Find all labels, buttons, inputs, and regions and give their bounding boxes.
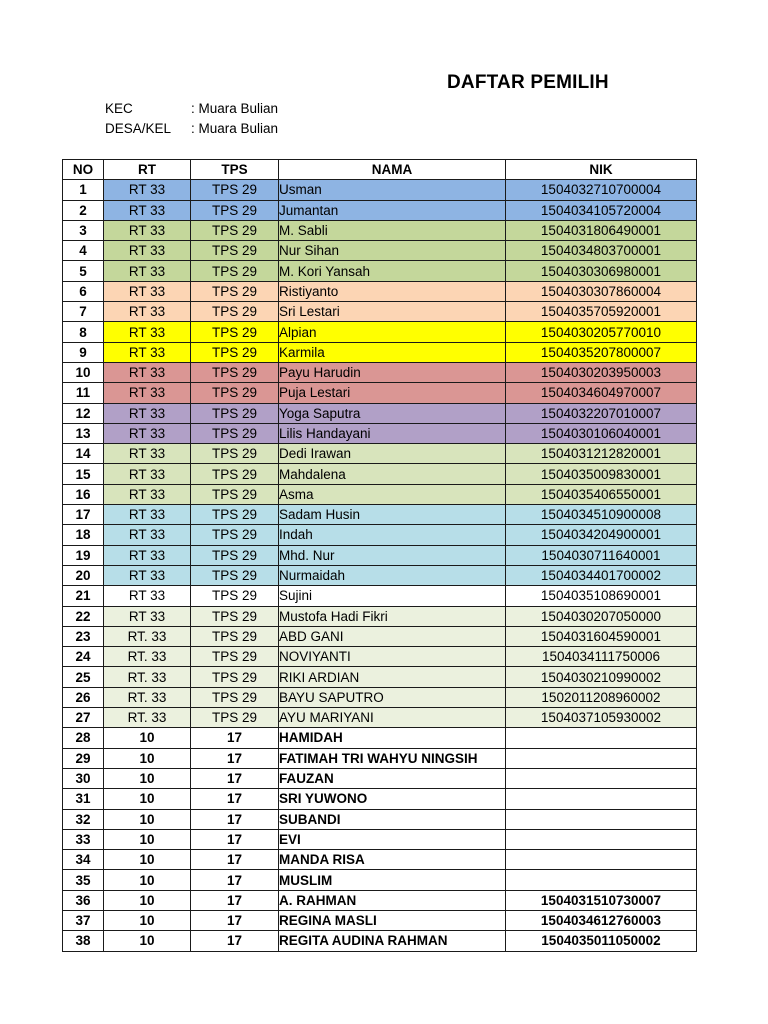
cell-tps: TPS 29 — [191, 423, 279, 443]
cell-nama: Sujini — [279, 586, 506, 606]
cell-nik: 1504034105720004 — [506, 200, 697, 220]
cell-no: 12 — [63, 403, 104, 423]
table-row — [63, 403, 697, 423]
cell-nama: Jumantan — [279, 200, 506, 220]
cell-tps: TPS 29 — [191, 362, 279, 382]
meta-desa-label: DESA/KEL — [105, 121, 172, 136]
cell-no: 17 — [63, 505, 104, 525]
cell-rt: 10 — [104, 870, 191, 890]
cell-tps: 17 — [191, 931, 279, 951]
cell-nama: SRI YUWONO — [279, 789, 506, 809]
cell-rt: RT 33 — [104, 220, 191, 240]
meta-desa — [105, 121, 278, 136]
cell-tps: TPS 29 — [191, 220, 279, 240]
table-row — [63, 342, 697, 362]
cell-rt: RT 33 — [104, 545, 191, 565]
cell-nik: 1504034604970007 — [506, 383, 697, 403]
cell-no: 35 — [63, 870, 104, 890]
cell-no: 22 — [63, 606, 104, 626]
cell-nama: RIKI ARDIAN — [279, 667, 506, 687]
cell-nik — [506, 728, 697, 748]
table-row — [63, 322, 697, 342]
cell-nik: 1504030203950003 — [506, 362, 697, 382]
cell-nama: Karmila — [279, 342, 506, 362]
cell-nama: Asma — [279, 484, 506, 504]
cell-nama: M. Kori Yansah — [279, 261, 506, 281]
cell-nik: 1502011208960002 — [506, 687, 697, 707]
table-row — [63, 241, 697, 261]
cell-no: 20 — [63, 565, 104, 585]
cell-tps: TPS 29 — [191, 545, 279, 565]
cell-tps: 17 — [191, 809, 279, 829]
cell-nama: NOVIYANTI — [279, 647, 506, 667]
cell-nama: Ristiyanto — [279, 281, 506, 301]
page-title: DAFTAR PEMILIH — [447, 72, 609, 93]
cell-nik — [506, 789, 697, 809]
table-row — [63, 748, 697, 768]
cell-nik: 1504035207800007 — [506, 342, 697, 362]
cell-no: 37 — [63, 910, 104, 930]
cell-nik: 1504030307860004 — [506, 281, 697, 301]
table-row — [63, 505, 697, 525]
cell-rt: 10 — [104, 809, 191, 829]
cell-nama: AYU MARIYANI — [279, 708, 506, 728]
cell-rt: RT 33 — [104, 525, 191, 545]
cell-nama: MUSLIM — [279, 870, 506, 890]
cell-rt: RT 33 — [104, 241, 191, 261]
cell-tps: 17 — [191, 850, 279, 870]
cell-nama: SUBANDI — [279, 809, 506, 829]
cell-nik — [506, 748, 697, 768]
cell-rt: RT 33 — [104, 505, 191, 525]
cell-no: 7 — [63, 302, 104, 322]
cell-nik: 1504030207050000 — [506, 606, 697, 626]
cell-tps: TPS 29 — [191, 484, 279, 504]
cell-nama: FAUZAN — [279, 768, 506, 788]
cell-rt: RT. 33 — [104, 687, 191, 707]
cell-rt: RT 33 — [104, 342, 191, 362]
table-row — [63, 870, 697, 890]
cell-nik: 1504031604590001 — [506, 626, 697, 646]
table-row — [63, 667, 697, 687]
table-row — [63, 586, 697, 606]
table-row — [63, 910, 697, 930]
cell-nik: 1504037105930002 — [506, 708, 697, 728]
cell-tps: TPS 29 — [191, 647, 279, 667]
cell-no: 25 — [63, 667, 104, 687]
cell-no: 10 — [63, 362, 104, 382]
cell-nik: 1504035011050002 — [506, 931, 697, 951]
cell-no: 15 — [63, 464, 104, 484]
cell-rt: RT 33 — [104, 403, 191, 423]
cell-nama: FATIMAH TRI WAHYU NINGSIH — [279, 748, 506, 768]
cell-no: 16 — [63, 484, 104, 504]
cell-rt: 10 — [104, 931, 191, 951]
cell-rt: 10 — [104, 910, 191, 930]
cell-nama: REGINA MASLI — [279, 910, 506, 930]
table-row — [63, 200, 697, 220]
cell-nik: 1504030306980001 — [506, 261, 697, 281]
cell-nama: Yoga Saputra — [279, 403, 506, 423]
table-row — [63, 789, 697, 809]
cell-rt: RT 33 — [104, 261, 191, 281]
cell-nama: Mustofa Hadi Fikri — [279, 606, 506, 626]
cell-no: 34 — [63, 850, 104, 870]
cell-tps: TPS 29 — [191, 525, 279, 545]
cell-nama: Mhd. Nur — [279, 545, 506, 565]
cell-rt: RT. 33 — [104, 667, 191, 687]
cell-nama: M. Sabli — [279, 220, 506, 240]
cell-no: 38 — [63, 931, 104, 951]
cell-rt: RT 33 — [104, 444, 191, 464]
cell-rt: RT 33 — [104, 484, 191, 504]
cell-no: 29 — [63, 748, 104, 768]
cell-nama: Sadam Husin — [279, 505, 506, 525]
cell-nama: EVI — [279, 829, 506, 849]
cell-tps: 17 — [191, 829, 279, 849]
cell-tps: TPS 29 — [191, 626, 279, 646]
cell-no: 6 — [63, 281, 104, 301]
table-row — [63, 647, 697, 667]
table-row — [63, 809, 697, 829]
cell-rt: RT 33 — [104, 383, 191, 403]
table-row — [63, 545, 697, 565]
cell-tps: TPS 29 — [191, 464, 279, 484]
cell-nama: REGITA AUDINA RAHMAN — [279, 931, 506, 951]
cell-nik: 1504035705920001 — [506, 302, 697, 322]
cell-nik: 1504034612760003 — [506, 910, 697, 930]
meta-kec-label: KEC — [105, 101, 133, 116]
header-tps: TPS — [191, 160, 279, 180]
table-row — [63, 606, 697, 626]
cell-tps: TPS 29 — [191, 200, 279, 220]
cell-tps: TPS 29 — [191, 281, 279, 301]
cell-no: 4 — [63, 241, 104, 261]
table-row — [63, 768, 697, 788]
cell-no: 36 — [63, 890, 104, 910]
cell-rt: 10 — [104, 748, 191, 768]
table-row — [63, 281, 697, 301]
cell-no: 23 — [63, 626, 104, 646]
cell-nik: 1504034401700002 — [506, 565, 697, 585]
cell-tps: 17 — [191, 890, 279, 910]
cell-rt: 10 — [104, 728, 191, 748]
cell-nama: Payu Harudin — [279, 362, 506, 382]
cell-tps: TPS 29 — [191, 687, 279, 707]
cell-tps: TPS 29 — [191, 322, 279, 342]
table-header-row — [63, 160, 697, 180]
cell-nama: Nur Sihan — [279, 241, 506, 261]
cell-nik: 1504030106040001 — [506, 423, 697, 443]
cell-nik: 1504030711640001 — [506, 545, 697, 565]
cell-rt: RT 33 — [104, 362, 191, 382]
cell-rt: 10 — [104, 829, 191, 849]
header-nik: NIK — [506, 160, 697, 180]
cell-nama: Alpian — [279, 322, 506, 342]
table-row — [63, 444, 697, 464]
table-row — [63, 829, 697, 849]
cell-rt: 10 — [104, 850, 191, 870]
table-row — [63, 728, 697, 748]
cell-nama: A. RAHMAN — [279, 890, 506, 910]
cell-nama: Sri Lestari — [279, 302, 506, 322]
cell-tps: TPS 29 — [191, 708, 279, 728]
table-row — [63, 383, 697, 403]
cell-tps: TPS 29 — [191, 403, 279, 423]
meta-kec-value: : Muara Bulian — [191, 101, 279, 116]
cell-nama: MANDA RISA — [279, 850, 506, 870]
table-row — [63, 931, 697, 951]
table-row — [63, 565, 697, 585]
cell-tps: 17 — [191, 910, 279, 930]
cell-nik — [506, 870, 697, 890]
cell-rt: RT 33 — [104, 281, 191, 301]
header-rt: RT — [104, 160, 191, 180]
cell-nama: Indah — [279, 525, 506, 545]
cell-nik: 1504035108690001 — [506, 586, 697, 606]
cell-no: 8 — [63, 322, 104, 342]
cell-nama: Usman — [279, 180, 506, 200]
cell-nik: 1504032207010007 — [506, 403, 697, 423]
cell-nik: 1504034803700001 — [506, 241, 697, 261]
cell-nik — [506, 809, 697, 829]
cell-tps: 17 — [191, 789, 279, 809]
cell-tps: TPS 29 — [191, 342, 279, 362]
cell-nik: 1504034111750006 — [506, 647, 697, 667]
cell-rt: RT 33 — [104, 180, 191, 200]
cell-nik — [506, 850, 697, 870]
cell-no: 33 — [63, 829, 104, 849]
cell-tps: TPS 29 — [191, 667, 279, 687]
cell-rt: RT. 33 — [104, 626, 191, 646]
table-row — [63, 708, 697, 728]
cell-rt: RT 33 — [104, 565, 191, 585]
cell-no: 9 — [63, 342, 104, 362]
table-row — [63, 180, 697, 200]
cell-no: 11 — [63, 383, 104, 403]
cell-nik — [506, 829, 697, 849]
cell-no: 19 — [63, 545, 104, 565]
cell-nama: BAYU SAPUTRO — [279, 687, 506, 707]
cell-tps: TPS 29 — [191, 606, 279, 626]
cell-rt: RT 33 — [104, 586, 191, 606]
cell-nama: Nurmaidah — [279, 565, 506, 585]
cell-nama: HAMIDAH — [279, 728, 506, 748]
cell-tps: 17 — [191, 870, 279, 890]
cell-no: 1 — [63, 180, 104, 200]
cell-nik: 1504031806490001 — [506, 220, 697, 240]
cell-nik: 1504032710700004 — [506, 180, 697, 200]
cell-rt: RT 33 — [104, 200, 191, 220]
table-row — [63, 261, 697, 281]
cell-nik: 1504031212820001 — [506, 444, 697, 464]
cell-rt: RT. 33 — [104, 647, 191, 667]
cell-tps: TPS 29 — [191, 180, 279, 200]
cell-nik: 1504030210990002 — [506, 667, 697, 687]
table-row — [63, 423, 697, 443]
cell-tps: TPS 29 — [191, 241, 279, 261]
cell-no: 14 — [63, 444, 104, 464]
cell-nik: 1504034204900001 — [506, 525, 697, 545]
cell-rt: RT. 33 — [104, 708, 191, 728]
table-row — [63, 525, 697, 545]
cell-tps: 17 — [191, 768, 279, 788]
cell-nama: Dedi Irawan — [279, 444, 506, 464]
cell-tps: TPS 29 — [191, 586, 279, 606]
cell-tps: 17 — [191, 748, 279, 768]
cell-no: 5 — [63, 261, 104, 281]
cell-no: 27 — [63, 708, 104, 728]
cell-no: 13 — [63, 423, 104, 443]
table-row — [63, 626, 697, 646]
cell-no: 32 — [63, 809, 104, 829]
voter-table — [62, 159, 697, 952]
cell-no: 31 — [63, 789, 104, 809]
cell-no: 18 — [63, 525, 104, 545]
cell-no: 2 — [63, 200, 104, 220]
table-row — [63, 890, 697, 910]
cell-nik: 1504035009830001 — [506, 464, 697, 484]
cell-rt: 10 — [104, 789, 191, 809]
cell-nama: Lilis Handayani — [279, 423, 506, 443]
table-row — [63, 220, 697, 240]
cell-nik: 1504034510900008 — [506, 505, 697, 525]
cell-nik: 1504035406550001 — [506, 484, 697, 504]
cell-rt: RT 33 — [104, 423, 191, 443]
cell-nik: 1504030205770010 — [506, 322, 697, 342]
table-row — [63, 687, 697, 707]
cell-no: 21 — [63, 586, 104, 606]
table-row — [63, 464, 697, 484]
cell-nama: Mahdalena — [279, 464, 506, 484]
cell-no: 24 — [63, 647, 104, 667]
table-row — [63, 484, 697, 504]
table-row — [63, 302, 697, 322]
cell-no: 30 — [63, 768, 104, 788]
cell-no: 26 — [63, 687, 104, 707]
cell-tps: 17 — [191, 728, 279, 748]
cell-no: 28 — [63, 728, 104, 748]
cell-tps: TPS 29 — [191, 261, 279, 281]
meta-desa-value: : Muara Bulian — [191, 121, 279, 136]
cell-no: 3 — [63, 220, 104, 240]
cell-rt: 10 — [104, 768, 191, 788]
cell-nik: 1504031510730007 — [506, 890, 697, 910]
cell-rt: RT 33 — [104, 464, 191, 484]
cell-rt: RT 33 — [104, 606, 191, 626]
cell-nama: ABD GANI — [279, 626, 506, 646]
cell-tps: TPS 29 — [191, 505, 279, 525]
cell-rt: 10 — [104, 890, 191, 910]
cell-tps: TPS 29 — [191, 383, 279, 403]
cell-tps: TPS 29 — [191, 444, 279, 464]
header-nama: NAMA — [279, 160, 506, 180]
meta-kec — [105, 101, 278, 116]
cell-nama: Puja Lestari — [279, 383, 506, 403]
table-row — [63, 362, 697, 382]
cell-tps: TPS 29 — [191, 302, 279, 322]
voter-table-body — [63, 180, 697, 951]
cell-tps: TPS 29 — [191, 565, 279, 585]
cell-nik — [506, 768, 697, 788]
cell-rt: RT 33 — [104, 302, 191, 322]
cell-rt: RT 33 — [104, 322, 191, 342]
table-row — [63, 850, 697, 870]
header-no: NO — [63, 160, 104, 180]
